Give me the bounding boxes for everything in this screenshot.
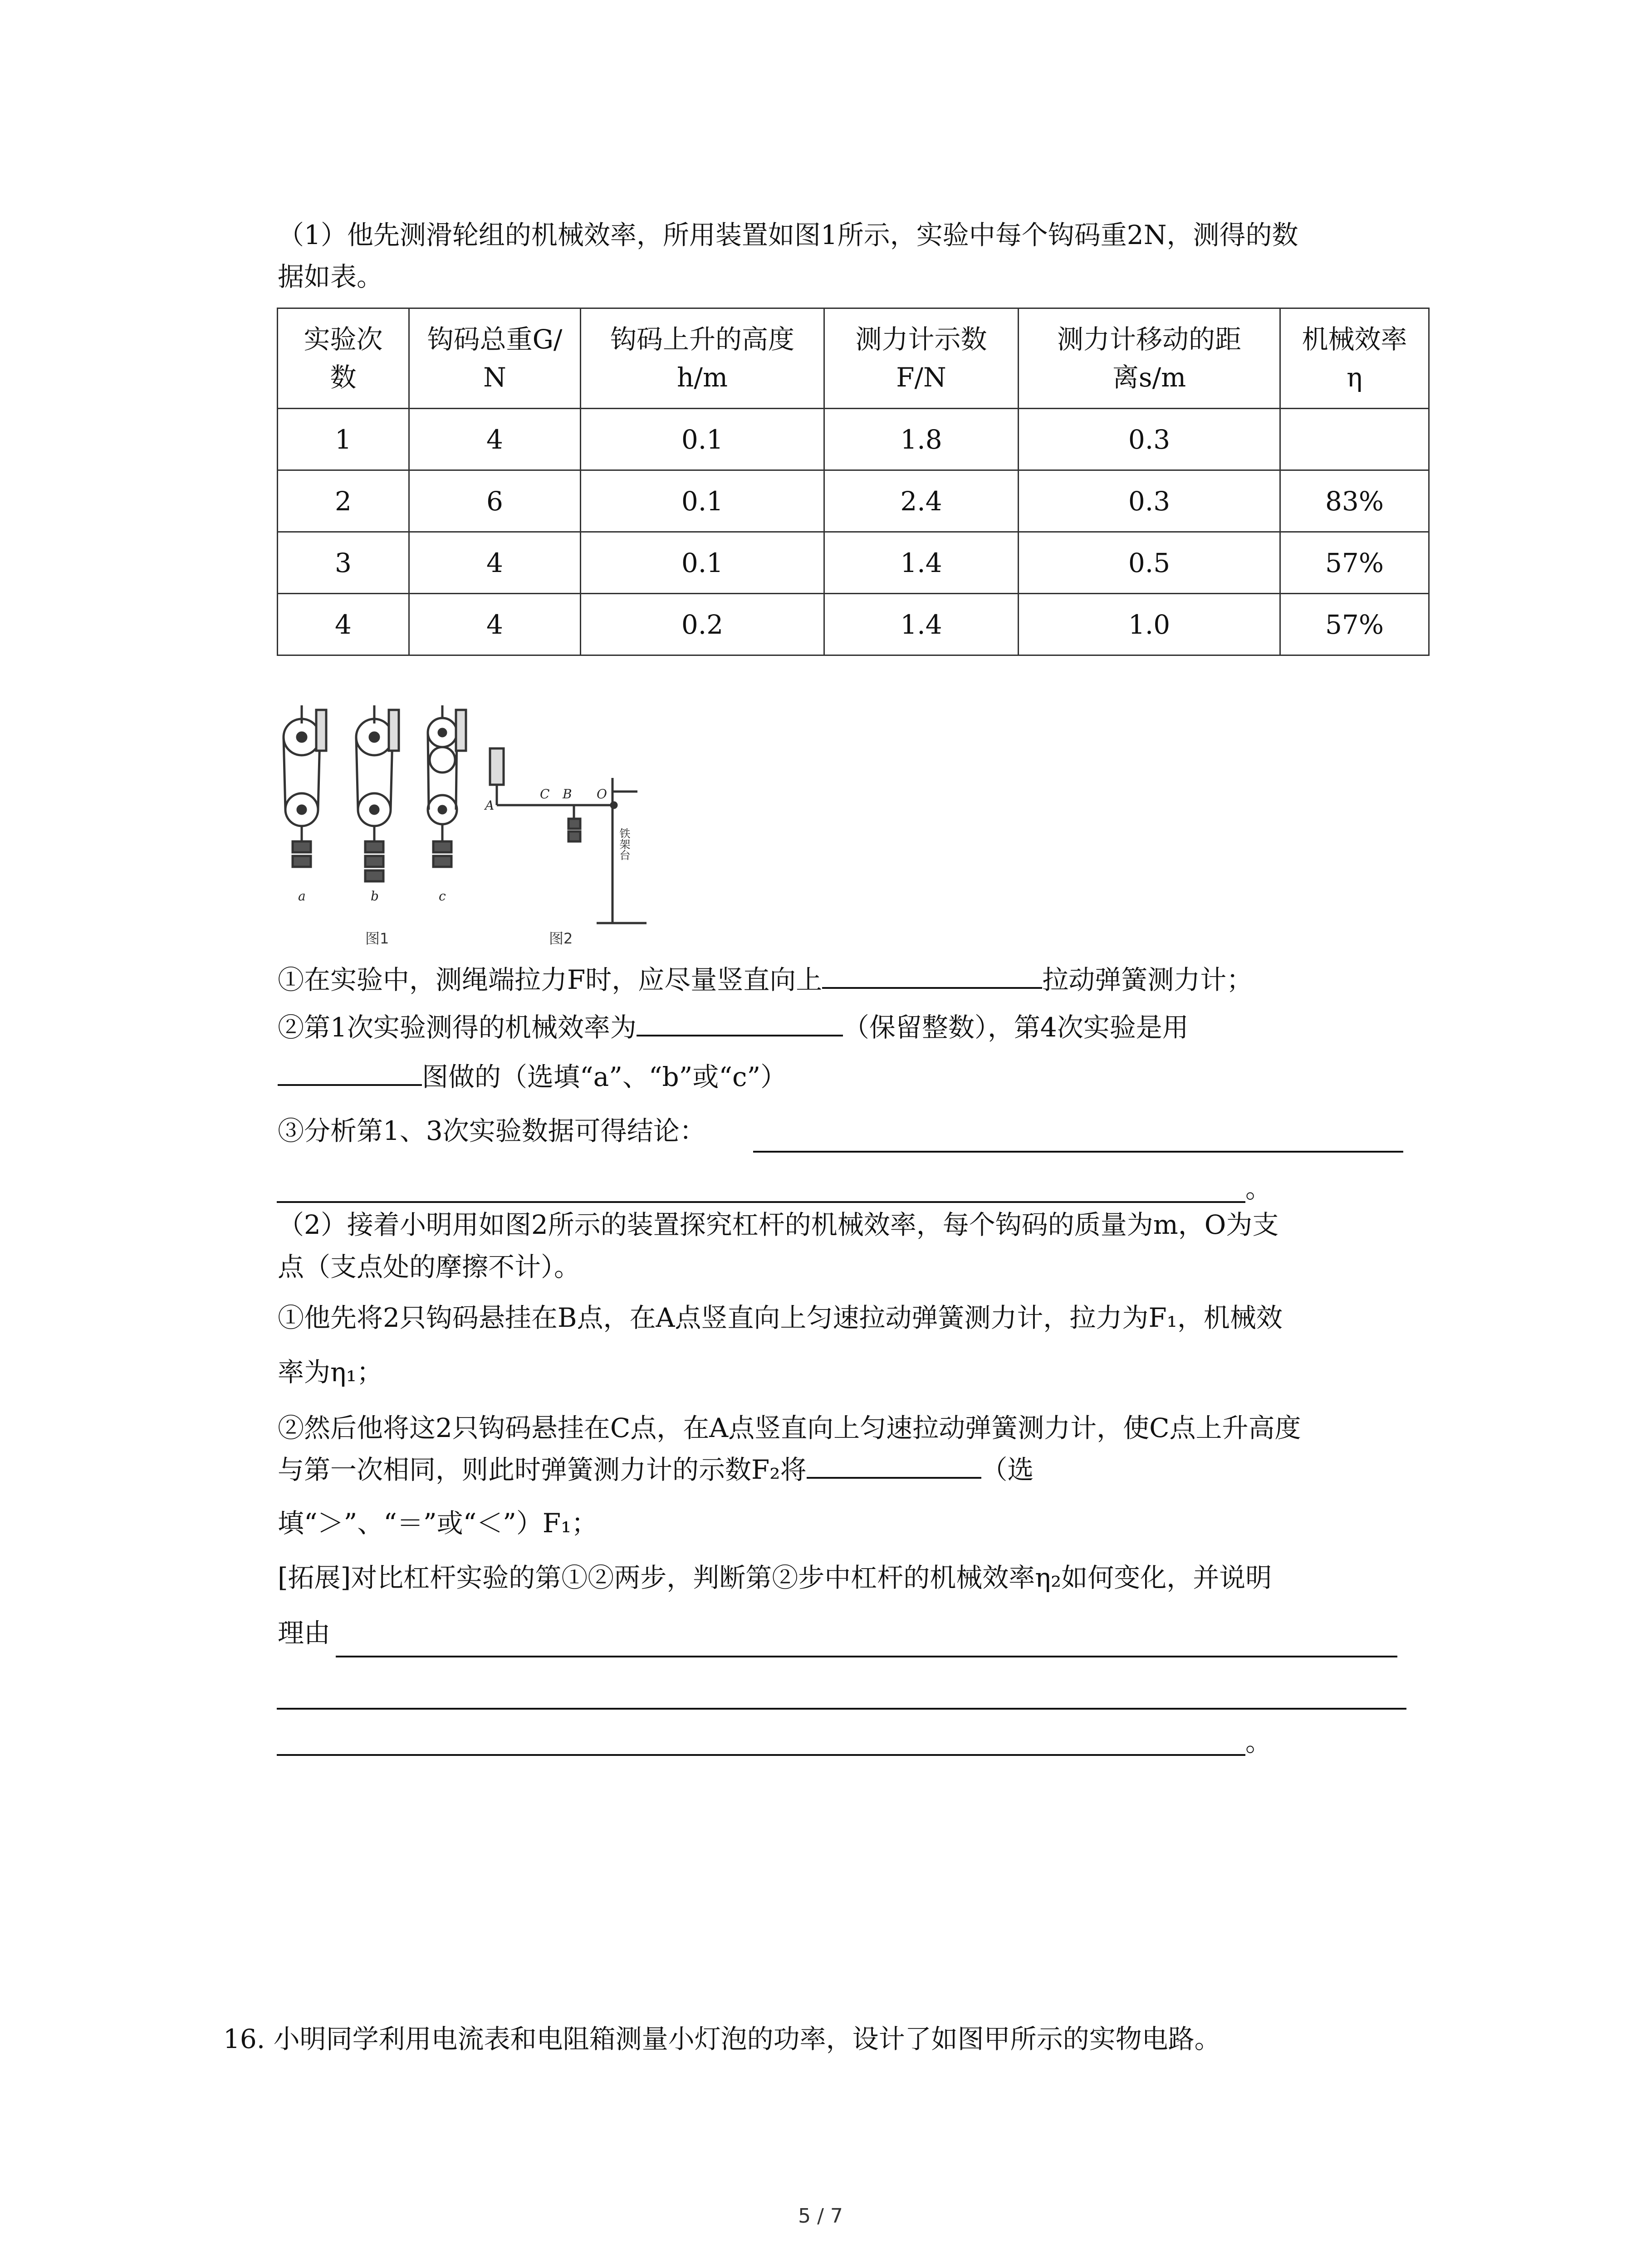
page-number: 5 / 7 xyxy=(798,2204,843,2228)
answer-blank-8[interactable] xyxy=(277,1708,1406,1710)
q1-d: ③分析第1、3次实验数据可得结论： xyxy=(278,1115,706,1146)
pulley-setup-c xyxy=(428,705,466,867)
cell: 1.4 xyxy=(824,532,1019,594)
cell: 6 xyxy=(409,470,581,532)
p1-line2: 据如表。 xyxy=(278,261,383,292)
label-a: a xyxy=(298,889,306,904)
cell: 0.1 xyxy=(581,532,824,594)
cell xyxy=(1280,409,1429,470)
point-c-label: C xyxy=(540,787,550,802)
p2-end-mark: 。 xyxy=(1245,1726,1272,1757)
cell: 3 xyxy=(278,532,409,594)
cell: 0.3 xyxy=(1019,409,1280,470)
answer-blank-6[interactable] xyxy=(807,1451,981,1479)
p2-line1: （2）接着小明用如图2所示的装置探究杠杆的机械效率，每个钩码的质量为m，O为支 xyxy=(278,1209,1279,1240)
header-distance: 测力计移动的距 离s/m xyxy=(1019,308,1280,409)
cell: 57% xyxy=(1280,594,1429,655)
pulley-setup-a xyxy=(284,705,326,867)
table-row xyxy=(278,409,1429,470)
header-weight: 钩码总重G/ N xyxy=(409,308,581,409)
header-efficiency: 机械效率 η xyxy=(1280,308,1429,409)
stand-label: 铁架台 xyxy=(617,828,630,860)
p2-line5: ②然后他将这2只钩码悬挂在C点，在A点竖直向上匀速拉动弹簧测力计，使C点上升高度 xyxy=(278,1413,1301,1443)
answer-blank-3[interactable] xyxy=(278,1058,422,1086)
point-o-label: O xyxy=(597,787,607,802)
cell: 2.4 xyxy=(824,470,1019,532)
point-b-label: B xyxy=(563,787,572,802)
table-header-row xyxy=(278,308,1429,409)
p2-line7: 填“＞”、“＝”或“＜”）F₁； xyxy=(278,1508,598,1539)
cell: 0.5 xyxy=(1019,532,1280,594)
p2-line6: 与第一次相同，则此时弹簧测力计的示数F₂将 （选 xyxy=(278,1451,1034,1488)
cell: 83% xyxy=(1280,470,1429,532)
label-b: b xyxy=(371,889,379,904)
cell: 1.4 xyxy=(824,594,1019,655)
label-c: c xyxy=(439,889,446,904)
cell: 0.1 xyxy=(581,470,824,532)
p2-line8: [拓展]对比杠杆实验的第①②两步，判断第②步中杠杆的机械效率η₂如何变化，并说明 xyxy=(278,1562,1272,1593)
q1-c: 图做的（选填“a”、“b”或“c”） xyxy=(278,1058,787,1095)
question-16: 16. 小明同学利用电流表和电阻箱测量小灯泡的功率，设计了如图甲所示的实物电路。 xyxy=(223,2024,1221,2054)
figure-2-caption: 图2 xyxy=(549,930,573,947)
table-row xyxy=(278,532,1429,594)
answer-blank-4[interactable] xyxy=(753,1151,1403,1153)
answer-blank-7[interactable] xyxy=(336,1656,1397,1657)
cell: 4 xyxy=(409,532,581,594)
answer-blank-2[interactable] xyxy=(637,1008,843,1036)
cell: 57% xyxy=(1280,532,1429,594)
p2-line3: ①他先将2只钩码悬挂在B点，在A点竖直向上匀速拉动弹簧测力计，拉力为F₁，机械效 xyxy=(278,1302,1283,1333)
table-row xyxy=(278,470,1429,532)
cell: 1 xyxy=(278,409,409,470)
point-a-label: A xyxy=(485,798,495,813)
cell: 0.1 xyxy=(581,409,824,470)
cell: 1.0 xyxy=(1019,594,1280,655)
header-height: 钩码上升的高度 h/m xyxy=(581,308,824,409)
cell: 4 xyxy=(278,594,409,655)
cell: 0.3 xyxy=(1019,470,1280,532)
cell: 4 xyxy=(409,409,581,470)
p2-line9: 理由 xyxy=(278,1618,331,1648)
q1-b: ②第1次实验测得的机械效率为 （保留整数），第4次实验是用 xyxy=(278,1008,1189,1046)
header-trial: 实验次 数 xyxy=(278,308,409,409)
table-row xyxy=(278,594,1429,655)
pulley-setup-b xyxy=(356,705,399,881)
answer-blank-1[interactable] xyxy=(822,961,1042,989)
p2-line4: 率为η₁； xyxy=(278,1357,383,1388)
cell: 1.8 xyxy=(824,409,1019,470)
q1-end-mark: 。 xyxy=(1245,1173,1272,1204)
p2-line2: 点（支点处的摩擦不计）。 xyxy=(278,1251,581,1282)
answer-blank-5[interactable] xyxy=(277,1201,1245,1203)
q1-a: ①在实验中，测绳端拉力F时，应尽量竖直向上 拉动弹簧测力计； xyxy=(278,961,1253,998)
p1-line1: （1）他先测滑轮组的机械效率，所用装置如图1所示，实验中每个钩码重2N，测得的数 xyxy=(278,220,1298,250)
pulley-lever-figure xyxy=(261,696,696,955)
experiment-table xyxy=(277,308,1430,656)
header-force: 测力计示数 F/N xyxy=(824,308,1019,409)
figure-1-caption: 图1 xyxy=(365,930,389,947)
cell: 4 xyxy=(409,594,581,655)
cell: 0.2 xyxy=(581,594,824,655)
answer-blank-9[interactable] xyxy=(277,1754,1245,1756)
cell: 2 xyxy=(278,470,409,532)
